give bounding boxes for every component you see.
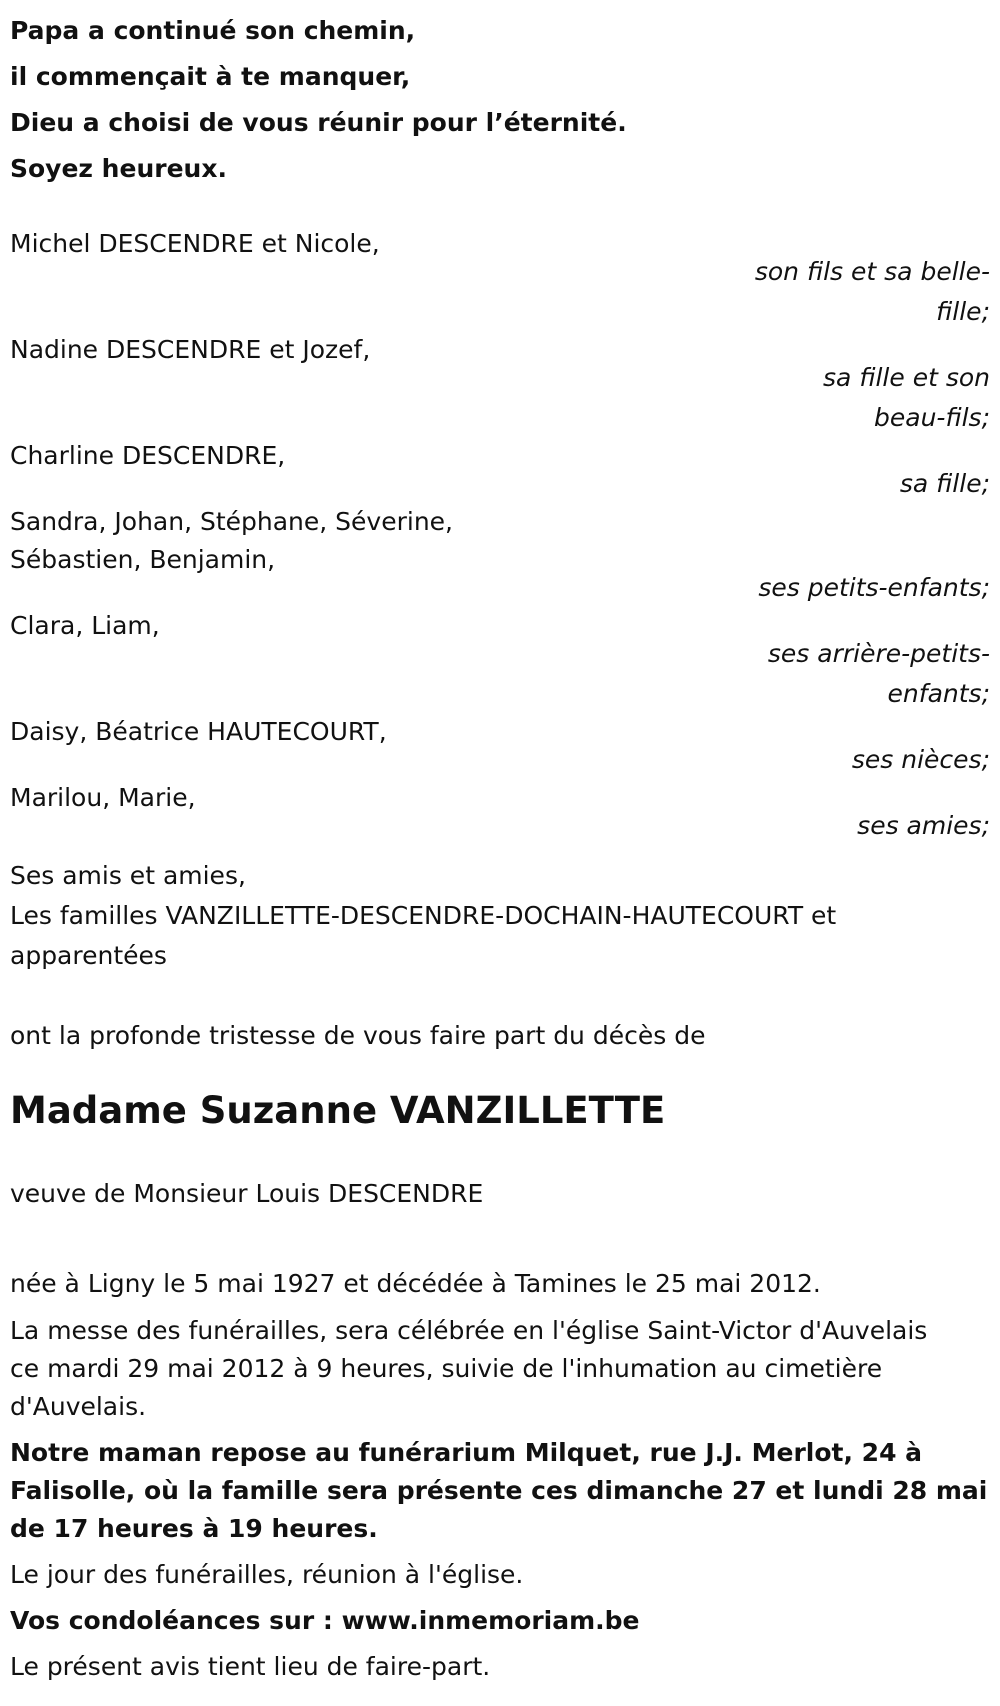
condolences: Vos condoléances sur : www.inmemoriam.be [10,1606,640,1635]
family-role-line: beau-fils; [874,403,990,432]
trailing-family [10,856,990,976]
family-role-line: sa fille; [899,469,990,498]
funerarium-line: Notre maman repose au funérarium Milquet, rue J.J. Merlot, 24 à [10,1438,923,1467]
family-role-line: ses arrière-petits- [767,639,990,668]
family-role-line: son fils et sa belle- [754,257,990,286]
family-role [750,358,990,438]
family-entry [10,224,990,332]
family-entry [10,436,990,504]
family-entry [10,330,990,438]
poem-line: il commençait à te manquer, [10,62,411,91]
family-role [750,806,990,846]
family-role-line: ses nièces; [851,745,990,774]
family-role-line: fille; [936,297,990,326]
notice: Le présent avis tient lieu de faire-part. [10,1652,491,1681]
family-names: Sébastien, Benjamin, [10,545,276,574]
family-names: Charline DESCENDRE, [10,441,286,470]
family-names: Michel DESCENDRE et Nicole, [10,229,380,258]
mass-line: La messe des funérailles, sera célébrée en l'église Saint-Victor d'Auvelais [10,1316,928,1345]
trailing-line: apparentées [10,941,167,970]
mass-line: ce mardi 29 mai 2012 à 9 heures, suivie de l'inhumation au cimetière [10,1354,883,1383]
family-role-line: ses petits-enfants; [758,573,990,602]
family-role-line: enfants; [887,679,990,708]
family-names: Clara, Liam, [10,611,160,640]
poem-line: Dieu a choisi de vous réunir pour l’éternité. [10,108,627,137]
family-names: Nadine DESCENDRE et Jozef, [10,335,371,364]
family-role [750,634,990,714]
mass-info [10,1312,990,1426]
family-role [750,464,990,504]
family-role-line: ses amies; [857,811,990,840]
family-names: Sandra, Johan, Stéphane, Séverine, [10,507,453,536]
family-list [10,224,990,846]
poem [10,8,990,192]
family-entry [10,502,990,608]
announcement: ont la profonde tristesse de vous faire part du décès de [10,1021,706,1050]
family-names: Daisy, Béatrice HAUTECOURT, [10,717,387,746]
poem-line: Soyez heureux. [10,154,227,183]
funerarium-info [10,1434,990,1548]
deceased-name: Madame Suzanne VANZILLETTE [10,1089,666,1132]
trailing-line: Ses amis et amies, [10,861,246,890]
birth-death: née à Ligny le 5 mai 1927 et décédée à Tamines le 25 mai 2012. [10,1269,821,1298]
obituary-page [10,0,990,1686]
family-role [750,568,990,608]
poem-line: Papa a continué son chemin, [10,16,416,45]
family-names: Marilou, Marie, [10,783,196,812]
widow-of: veuve de Monsieur Louis DESCENDRE [10,1179,484,1208]
family-entry [10,712,990,780]
funerarium-line: de 17 heures à 19 heures. [10,1514,378,1543]
family-role [750,740,990,780]
trailing-line: Les familles VANZILLETTE-DESCENDRE-DOCHAIN-HAUTECOURT et [10,901,837,930]
church-meeting: Le jour des funérailles, réunion à l'église. [10,1560,524,1589]
family-entry [10,606,990,714]
family-entry [10,778,990,846]
family-role-line: sa fille et son [823,363,990,392]
mass-line: d'Auvelais. [10,1392,147,1421]
family-role [750,252,990,332]
funerarium-line: Falisolle, où la famille sera présente ces dimanche 27 et lundi 28 mai [10,1476,988,1505]
